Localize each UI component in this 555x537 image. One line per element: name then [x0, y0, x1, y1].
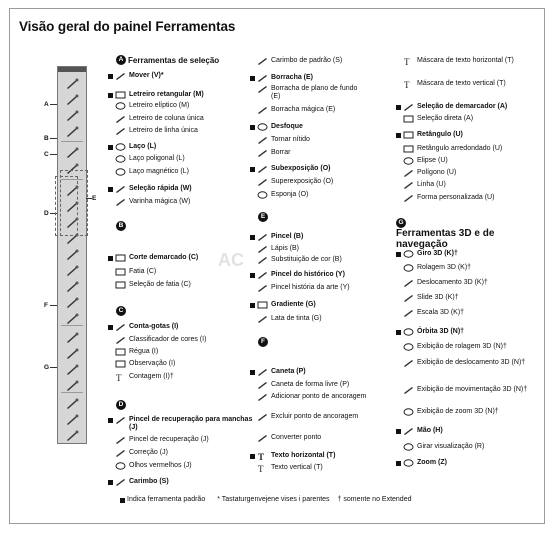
selection-tool-item: [108, 155, 238, 163]
pen-tool-item: [250, 464, 368, 472]
tool-label: Correção (J): [129, 449, 168, 456]
custom-shape-icon: [403, 194, 414, 202]
paint-tool-item: [250, 315, 370, 323]
pan-view-icon: [403, 359, 414, 367]
default-tool-marker: [108, 256, 113, 261]
label-b: B: [44, 135, 49, 142]
tool-label: Pincel de recuperação (J): [129, 436, 209, 443]
nav-tool-item: [396, 359, 541, 367]
hand-icon: [403, 427, 414, 435]
section-a-title: A Ferramentas de seleção: [116, 55, 219, 65]
leader-f: [50, 305, 57, 306]
selection-tool-item: [108, 198, 238, 206]
tool-label: Borracha mágica (E): [271, 106, 336, 113]
eraser-icon: [257, 74, 268, 82]
default-tool-marker: [396, 252, 401, 257]
tool-label: Deslocamento 3D (K)†: [417, 279, 488, 286]
tool-label: Exibição de zoom 3D (N)†: [417, 408, 499, 415]
pen-tool-item: [250, 368, 368, 376]
tool-label: Contagem (I)†: [129, 373, 174, 380]
rounded-rect-icon: [403, 145, 414, 153]
selection-tool-item: [108, 143, 238, 151]
shape-tool-item: [396, 115, 536, 123]
delete-anchor-icon: [257, 413, 268, 421]
toolbar-separator: [61, 141, 83, 142]
pen-tool-item: [250, 381, 368, 389]
toolbar-tool-icon[interactable]: [63, 347, 81, 361]
section-c-title: C: [116, 306, 128, 316]
tool-label: Escala 3D (K)†: [417, 309, 465, 316]
note-icon: [115, 360, 126, 368]
burn-icon: [257, 178, 268, 186]
leader-g: [50, 367, 57, 368]
color-replace-icon: [257, 256, 268, 264]
default-tool-marker: [108, 418, 113, 423]
toolbar-separator: [61, 392, 83, 393]
crop-tool-item: [108, 268, 238, 276]
shape-tool-item: [396, 80, 536, 88]
nav-tool-item: [396, 459, 541, 467]
section-b-title: B: [116, 221, 128, 231]
selection-tool-item: [108, 91, 238, 99]
toolbar-tool-icon[interactable]: [63, 248, 81, 262]
tool-label: Seleção de fatia (C): [129, 281, 191, 288]
default-tool-marker: [396, 429, 401, 434]
eraser-tool-item: [250, 106, 368, 114]
crop-tool-item: [108, 281, 238, 289]
selection-tool-item: [108, 72, 238, 80]
paint-tool-item: [250, 245, 370, 253]
nav-tool-item: [396, 427, 541, 435]
pen-tool-item: [250, 452, 368, 460]
freeform-pen-icon: [257, 381, 268, 389]
tool-label: Adicionar ponto de ancoragem: [271, 393, 367, 400]
tool-label: Borracha (E): [271, 74, 314, 81]
selection-tool-item: [108, 102, 238, 110]
rect-marquee-icon: [115, 91, 126, 99]
toolbar-tool-icon[interactable]: [63, 296, 81, 310]
row-marquee-icon: [115, 127, 126, 135]
measure-tool-item: [108, 336, 238, 344]
ellipse-marquee-icon: [115, 102, 126, 110]
vertical-type-icon: [257, 464, 268, 472]
toolbar-tool-icon[interactable]: [63, 397, 81, 411]
history-brush-icon: [257, 271, 268, 279]
art-history-icon: [257, 284, 268, 292]
zoom-icon: [403, 459, 414, 467]
nav-tool-item: [396, 328, 541, 336]
nav-tool-item: [396, 386, 541, 394]
tool-label: Substituição de cor (B): [271, 256, 342, 263]
tool-label: Converter ponto: [271, 434, 322, 441]
tool-label: Corte demarcado (C): [129, 254, 199, 261]
selection-tool-item: [108, 127, 238, 135]
tool-label: Observação (I): [129, 360, 176, 367]
default-tool-marker: [250, 370, 255, 375]
walk-view-icon: [403, 386, 414, 394]
shape-tool-item: [396, 181, 536, 189]
tool-label: Laço magnético (L): [129, 168, 189, 175]
nav-tool-item: [396, 309, 541, 317]
paint-tool-item: [250, 301, 370, 309]
tool-label: Zoom (Z): [417, 459, 447, 466]
tool-label: Giro 3D (K)†: [417, 250, 458, 257]
move-icon: [115, 72, 126, 80]
tool-label: Retângulo arredondado (U): [417, 145, 503, 152]
rotate-3d-icon: [403, 250, 414, 258]
tool-label: Caneta de forma livre (P): [271, 381, 350, 388]
brush-icon: [257, 233, 268, 241]
watermark: AC: [218, 250, 244, 270]
eraser-tool-item: [250, 85, 368, 101]
toolbar-tool-icon[interactable]: [63, 109, 81, 123]
toolbar-separator: [61, 325, 83, 326]
nav-tool-item: [396, 443, 541, 451]
smudge-icon: [257, 149, 268, 157]
label-c: C: [44, 151, 49, 158]
tool-label: Elipse (U): [417, 157, 448, 164]
pattern-stamp-icon: [257, 57, 268, 65]
patch-icon: [115, 449, 126, 457]
rectangle-icon: [403, 131, 414, 139]
eraser-tool-item: [250, 191, 368, 199]
shape-tool-item: [396, 145, 536, 153]
slide-3d-icon: [403, 294, 414, 302]
count-icon: [115, 373, 126, 381]
tool-label: Laço (L): [129, 143, 157, 150]
toolbar-tool-icon[interactable]: [63, 429, 81, 443]
eyedropper-icon: [115, 323, 126, 331]
tool-label: Letreiro de coluna única: [129, 115, 204, 122]
tool-label: Letreiro elíptico (M): [129, 102, 190, 109]
default-tool-marker: [108, 480, 113, 485]
selection-tool-item: [108, 168, 238, 176]
tool-label: Máscara de texto horizontal (T): [417, 57, 514, 64]
tool-label: Desfoque: [271, 123, 303, 130]
panel-grip: [58, 67, 86, 72]
roll-3d-icon: [403, 264, 414, 272]
paint-tool-item: [250, 271, 370, 279]
toolbar-tool-icon[interactable]: [63, 379, 81, 393]
tools-panel: [57, 66, 87, 444]
tool-label: Borrar: [271, 149, 291, 156]
shape-tool-item: [396, 131, 536, 139]
toolbar-tool-icon[interactable]: [63, 77, 81, 91]
blur-icon: [257, 123, 268, 131]
svg-text:T: T: [404, 57, 410, 65]
default-tool-marker: [108, 325, 113, 330]
v-type-mask-icon: [403, 80, 414, 88]
tool-label: Subexposição (O): [271, 165, 331, 172]
nav-tool-item: [396, 279, 541, 287]
toolbar-tool-icon[interactable]: [63, 146, 81, 160]
leader-b: [50, 138, 57, 139]
tool-label: Texto horizontal (T): [271, 452, 336, 459]
tool-label: Mover (V)*: [129, 72, 164, 79]
default-tool-marker: [120, 498, 125, 503]
tool-label: Pincel do histórico (Y): [271, 271, 345, 278]
eraser-tool-item: [250, 149, 368, 157]
section-f-title: F: [258, 337, 270, 347]
toolbar-tool-icon[interactable]: [63, 264, 81, 278]
group-e-outline: [60, 170, 88, 236]
line-icon: [403, 181, 414, 189]
column-marquee-icon: [115, 115, 126, 123]
retouch-tool-item: [108, 416, 253, 432]
orbit-3d-icon: [403, 328, 414, 336]
scale-3d-icon: [403, 309, 414, 317]
tool-label: Exibição de deslocamento 3D (N)†: [417, 359, 526, 366]
direct-selection-icon: [403, 115, 414, 123]
legend-footer: [120, 496, 412, 503]
tool-label: Retângulo (U): [417, 131, 463, 138]
tool-label: Letreiro retangular (M): [129, 91, 204, 98]
nav-tool-item: [396, 408, 541, 416]
zoom-view-icon: [403, 408, 414, 416]
spot-healing-icon: [115, 416, 126, 424]
tool-label: Laço poligonal (L): [129, 155, 185, 162]
measure-tool-item: [108, 348, 238, 356]
measure-tool-item: [108, 373, 238, 381]
tool-label: Régua (I): [129, 348, 159, 355]
healing-brush-icon: [115, 436, 126, 444]
shape-tool-item: [396, 194, 536, 202]
stamp-icon: [115, 478, 126, 486]
measure-tool-item: [108, 360, 238, 368]
default-tool-marker: [396, 133, 401, 138]
tool-label: Rolagem 3D (K)†: [417, 264, 472, 271]
crop-tool-item: [108, 254, 238, 262]
tool-label: Linha (U): [417, 181, 446, 188]
legend-default: Indica ferramenta padrão: [127, 496, 206, 503]
eraser-tool-item: [250, 136, 368, 144]
toolbar-tool-icon[interactable]: [63, 93, 81, 107]
tool-label: Letreiro de linha única: [129, 127, 198, 134]
default-tool-marker: [250, 454, 255, 459]
legend-extended: † somente no Extended: [337, 496, 412, 503]
tool-label: Conta-gotas (I): [129, 323, 179, 330]
retouch-tool-item: [108, 478, 253, 486]
dodge-icon: [257, 165, 268, 173]
bg-eraser-icon: [257, 85, 268, 93]
paint-tool-item: [250, 256, 370, 264]
label-d: D: [44, 210, 49, 217]
tool-label: Superexposição (O): [271, 178, 334, 185]
convert-point-icon: [257, 434, 268, 442]
pen-icon: [257, 368, 268, 376]
section-g-title: G Ferramentas 3D e de navegação: [396, 219, 495, 250]
tool-label: Órbita 3D (N)†: [417, 328, 465, 335]
pen-tool-item: [250, 434, 368, 442]
default-tool-marker: [250, 125, 255, 130]
pen-tool-item: [250, 413, 368, 421]
retouch-tool-item: [108, 436, 253, 444]
tool-label: Exibição de rolagem 3D (N)†: [417, 343, 507, 350]
horizontal-type-icon: [257, 452, 268, 460]
retouch-tool-item: [108, 462, 253, 470]
tool-label: Slide 3D (K)†: [417, 294, 459, 301]
crop-icon: [115, 254, 126, 262]
polygon-icon: [403, 169, 414, 177]
h-type-mask-icon: [403, 57, 414, 65]
tool-label: Girar visualização (R): [417, 443, 485, 450]
selection-tool-item: [108, 185, 238, 193]
tool-label: Mão (H): [417, 427, 443, 434]
shape-tool-item: [396, 103, 536, 111]
slice-icon: [115, 268, 126, 276]
pencil-icon: [257, 245, 268, 253]
tool-label: Polígono (U): [417, 169, 457, 176]
tool-label: Carimbo (S): [129, 478, 169, 485]
add-anchor-icon: [257, 393, 268, 401]
eraser-tool-item: [250, 123, 368, 131]
tool-label: Carimbo de padrão (S): [271, 57, 343, 64]
ellipse-icon: [403, 157, 414, 165]
label-f: F: [44, 302, 48, 309]
tool-label: Borracha de plano de fundo (E): [271, 85, 358, 100]
default-tool-marker: [250, 303, 255, 308]
lasso-icon: [115, 143, 126, 151]
default-tool-marker: [250, 167, 255, 172]
tool-label: Fatia (C): [129, 268, 157, 275]
nav-tool-item: [396, 294, 541, 302]
default-tool-marker: [250, 76, 255, 81]
svg-text:T: T: [258, 464, 264, 472]
toolbar-tool-icon[interactable]: [63, 280, 81, 294]
tool-label: Pincel (B): [271, 233, 304, 240]
svg-text:T: T: [116, 373, 122, 381]
nav-tool-item: [396, 343, 541, 351]
shape-tool-item: [396, 57, 536, 65]
default-tool-marker: [250, 235, 255, 240]
tool-label: Seleção direta (A): [417, 115, 474, 122]
retouch-tool-item: [108, 449, 253, 457]
tool-label: Excluir ponto de ancoragem: [271, 413, 359, 420]
tool-label: Máscara de texto vertical (T): [417, 80, 506, 87]
toolbar-tool-icon[interactable]: [63, 312, 81, 326]
default-tool-marker: [250, 273, 255, 278]
selection-tool-item: [108, 115, 238, 123]
tool-label: Lápis (B): [271, 245, 300, 252]
shape-tool-item: [396, 157, 536, 165]
tool-label: Olhos vermelhos (J): [129, 462, 192, 469]
tool-label: Varinha mágica (W): [129, 198, 191, 205]
gradient-icon: [257, 301, 268, 309]
nav-tool-item: [396, 250, 541, 258]
default-tool-marker: [108, 145, 113, 150]
tool-label: Lata de tinta (G): [271, 315, 322, 322]
magic-eraser-icon: [257, 106, 268, 114]
leader-c: [50, 154, 57, 155]
quick-selection-icon: [115, 185, 126, 193]
tool-label: Forma personalizada (U): [417, 194, 495, 201]
tool-label: Seleção rápida (W): [129, 185, 192, 192]
label-a: A: [44, 101, 49, 108]
nav-tool-item: [396, 264, 541, 272]
red-eye-icon: [115, 462, 126, 470]
rotate-view-icon: [403, 443, 414, 451]
svg-text:T: T: [404, 80, 410, 88]
paint-tool-item: [250, 233, 370, 241]
sharpen-icon: [257, 136, 268, 144]
tool-label: Exibição de movimentação 3D (N)†: [417, 386, 528, 393]
tool-label: Pincel de recuperação para manchas (J): [129, 416, 253, 431]
default-tool-marker: [396, 330, 401, 335]
section-e-title: E: [258, 212, 270, 222]
measure-tool-item: [108, 323, 238, 331]
pen-tool-item: [250, 393, 368, 401]
default-tool-marker: [108, 93, 113, 98]
roll-view-icon: [403, 343, 414, 351]
color-sampler-icon: [115, 336, 126, 344]
magic-wand-icon: [115, 198, 126, 206]
pan-3d-icon: [403, 279, 414, 287]
toolbar-tool-icon[interactable]: [63, 363, 81, 377]
shape-tool-item: [396, 169, 536, 177]
slice-select-icon: [115, 281, 126, 289]
magnetic-lasso-icon: [115, 168, 126, 176]
toolbar-tool-icon[interactable]: [63, 413, 81, 427]
sponge-icon: [257, 191, 268, 199]
default-tool-marker: [108, 74, 113, 79]
default-tool-marker: [396, 461, 401, 466]
path-selection-icon: [403, 103, 414, 111]
leader-a: [50, 104, 57, 105]
default-tool-marker: [396, 105, 401, 110]
page-title: Visão geral do painel Ferramentas: [19, 19, 236, 34]
tool-label: Caneta (P): [271, 368, 306, 375]
eraser-tool-item: [250, 165, 368, 173]
eraser-tool-item: [250, 74, 368, 82]
eraser-tool-item: [250, 178, 368, 186]
polygonal-lasso-icon: [115, 155, 126, 163]
tool-label: Esponja (O): [271, 191, 309, 198]
ruler-icon: [115, 348, 126, 356]
default-tool-marker: [108, 187, 113, 192]
paint-tool-item: [250, 284, 370, 292]
toolbar-tool-icon[interactable]: [63, 331, 81, 345]
tool-label: Gradiente (G): [271, 301, 316, 308]
tool-label: Texto vertical (T): [271, 464, 323, 471]
tool-label: Seleção de demarcador (A): [417, 103, 508, 110]
tool-label: Classificador de cores (I): [129, 336, 207, 343]
toolbar-tool-icon[interactable]: [63, 125, 81, 139]
legend-shortcut: * Tastaturgenvejene vises i parentes: [217, 496, 330, 503]
label-e: E: [92, 195, 97, 202]
paint-bucket-icon: [257, 315, 268, 323]
eraser-tool-item: [250, 57, 368, 65]
label-g: G: [44, 364, 50, 371]
svg-text:T: T: [258, 452, 265, 460]
tool-label: Tornar nítido: [271, 136, 310, 143]
section-d-title: D: [116, 400, 128, 410]
tool-label: Pincel história da arte (Y): [271, 284, 350, 291]
